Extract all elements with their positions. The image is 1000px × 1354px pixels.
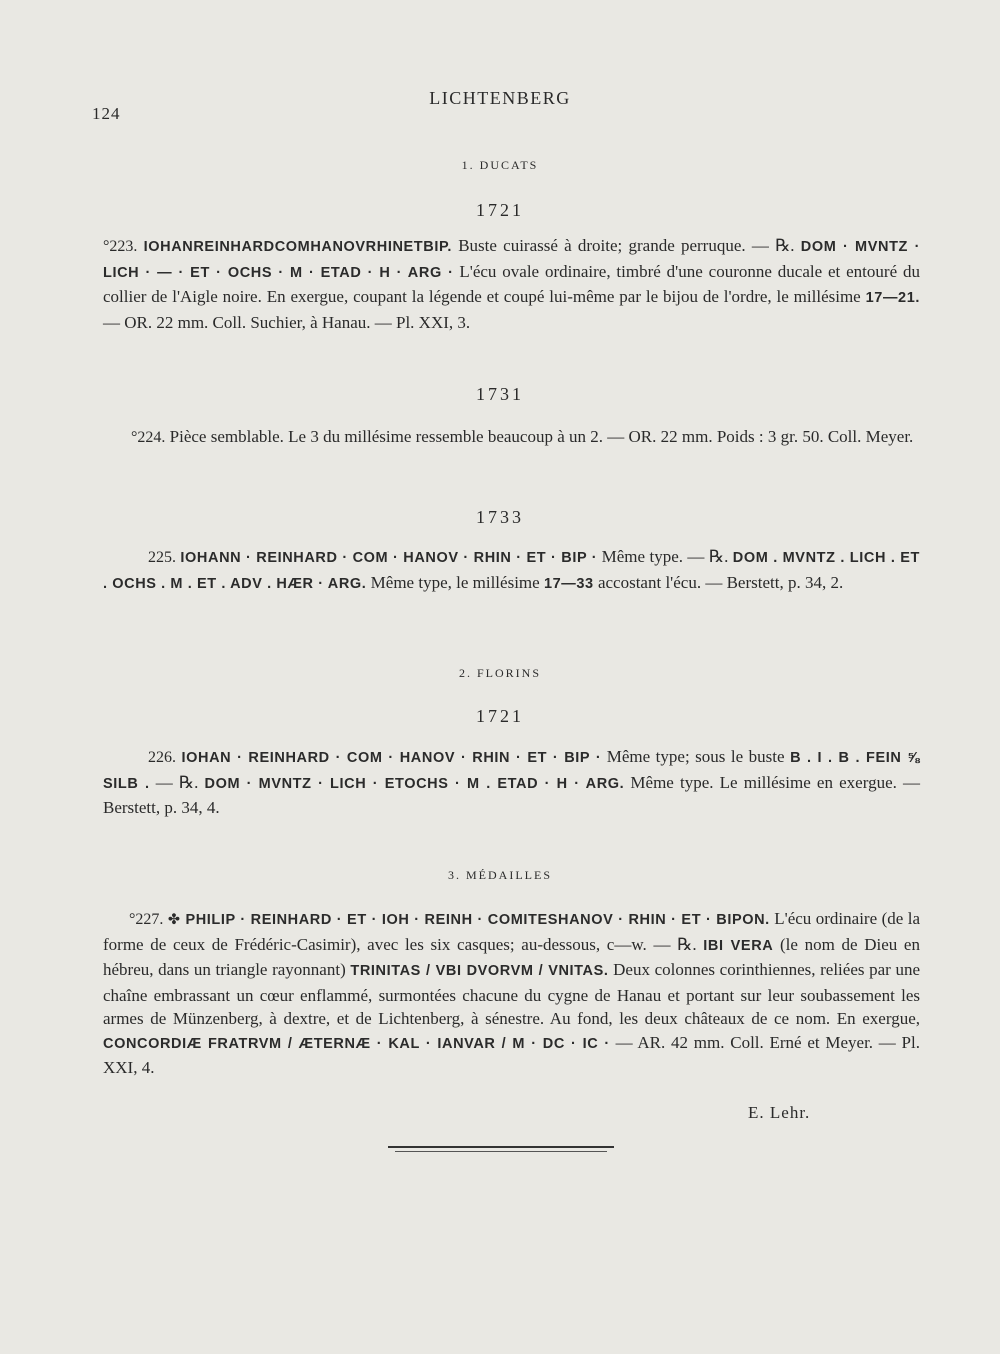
coin-legend: DOM · MVNTZ · LICH · ETOCHS · M . ETAD · H · ARG. [204,775,625,792]
catalog-entry-226 [103,745,920,820]
entry-text: Même type. — ℞. [597,547,729,566]
catalog-entry-227 [103,907,920,1080]
entry-text: L'écu ovale ordinaire, timbré d'une couronne ducale et entouré du collier de l'Aigle noire. En exergue, coupant la légende et coupé lui-même par le bijou de l'ordre, le millésime [103,261,920,306]
entry-number: 225. [148,549,176,566]
entry-number: °224. [131,429,166,446]
entry-text: Même type, le millésime [366,572,540,592]
year-heading: 1733 [476,507,524,527]
entry-text: — ℞. [149,772,199,792]
entry-text: — OR. 22 mm. Coll. Suchier, à Hanau. — Pl. XXI, 3. [103,312,471,332]
coin-legend: CONCORDIÆ FRATRVM / ÆTERNÆ · KAL · IANVAR / M · DC · IC · [103,1035,610,1052]
entry-number: °227. [129,911,164,928]
section-heading-florins: 2. FLORINS [458,666,541,680]
closing-rule [388,1146,614,1148]
entry-text: (le nom de Dieu en hébreu, dans un triangle rayonnant) [103,934,920,979]
section-heading-medailles: 3. MÉDAILLES [448,868,552,882]
entry-text: accostant l'écu. — Berstett, p. 34, 2. [593,572,844,592]
coin-legend: B . I . B . FEIN ⅝ SILB . [103,750,920,792]
coin-legend: 17—21. [865,290,921,306]
author-signature: E. Lehr. [748,1103,811,1122]
entry-text: Buste cuirassé à droite; grande perruque. — ℞. [452,236,795,255]
coin-legend: DOM . MVNTZ . LICH . ET . OCHS . M . ET . ADV . HÆR · ARG. [103,550,920,592]
entry-text: Deux colonnes corinthiennes, reliées par une chaîne embrassant un cœur enflammé, surmontées chacune du cygne de Hanau et portant sur leur soubassement les armes de Münzenberg, à dextre, et de Lichtenberg, à sénestre. Au fond, les deux châteaux de ce nom. En exergue, [103,960,920,1028]
coin-legend: TRINITAS / VBI DVORVM / VNITAS. [350,963,609,979]
entry-text: Même type; sous le buste [601,747,785,766]
year-heading: 1721 [476,706,524,726]
coin-legend: IOHANN · REINHARD · COM · HANOV · RHIN · ET · BIP · [180,550,598,566]
entry-text: Pièce semblable. Le 3 du millésime ressemble beaucoup à un 2. — OR. 22 mm. Poids : 3 gr. 50. Coll. Meyer. [165,427,914,446]
coin-legend: IBI VERA [703,937,774,954]
catalog-entry-224 [103,425,920,450]
entry-number: °223. [103,238,138,255]
year-heading: 1731 [476,384,524,404]
page-number: 124 [92,104,121,123]
coin-legend: IOHAN · REINHARD · COM · HANOV · RHIN · ET · BIP · [181,750,602,766]
year-heading: 1721 [476,200,524,220]
entry-text: — AR. 42 mm. Coll. Erné et Meyer. — Pl. XXI, 4. [103,1032,920,1077]
entry-number: 226. [148,749,176,766]
entry-text: L'écu ordinaire (de la forme de ceux de Frédéric-Casimir), avec les six casques; au-dessous, c—w. — ℞. [103,909,921,954]
section-heading-ducats: 1. DUCATS [461,158,539,172]
catalog-entry-225 [103,545,920,596]
coin-legend: DOM · MVNTZ · LICH · — · ET · OCHS · M · ETAD · H · ARG · [103,239,921,281]
running-title: LICHTENBERG [429,88,571,108]
closing-rule-thin [395,1151,607,1152]
coin-legend: IOHANREINHARDCOMHANOVRHINETBIP. [143,239,452,255]
coin-legend: 17—33 [543,575,594,592]
coin-legend: ✤ PHILIP · REINHARD · ET · IOH · REINH · COMITESHANOV · RHIN · ET · BIPON. [167,912,770,928]
entry-text: Même type. Le millésime en exergue. — Berstett, p. 34, 4. [103,772,921,817]
catalog-entry-223 [103,234,920,334]
